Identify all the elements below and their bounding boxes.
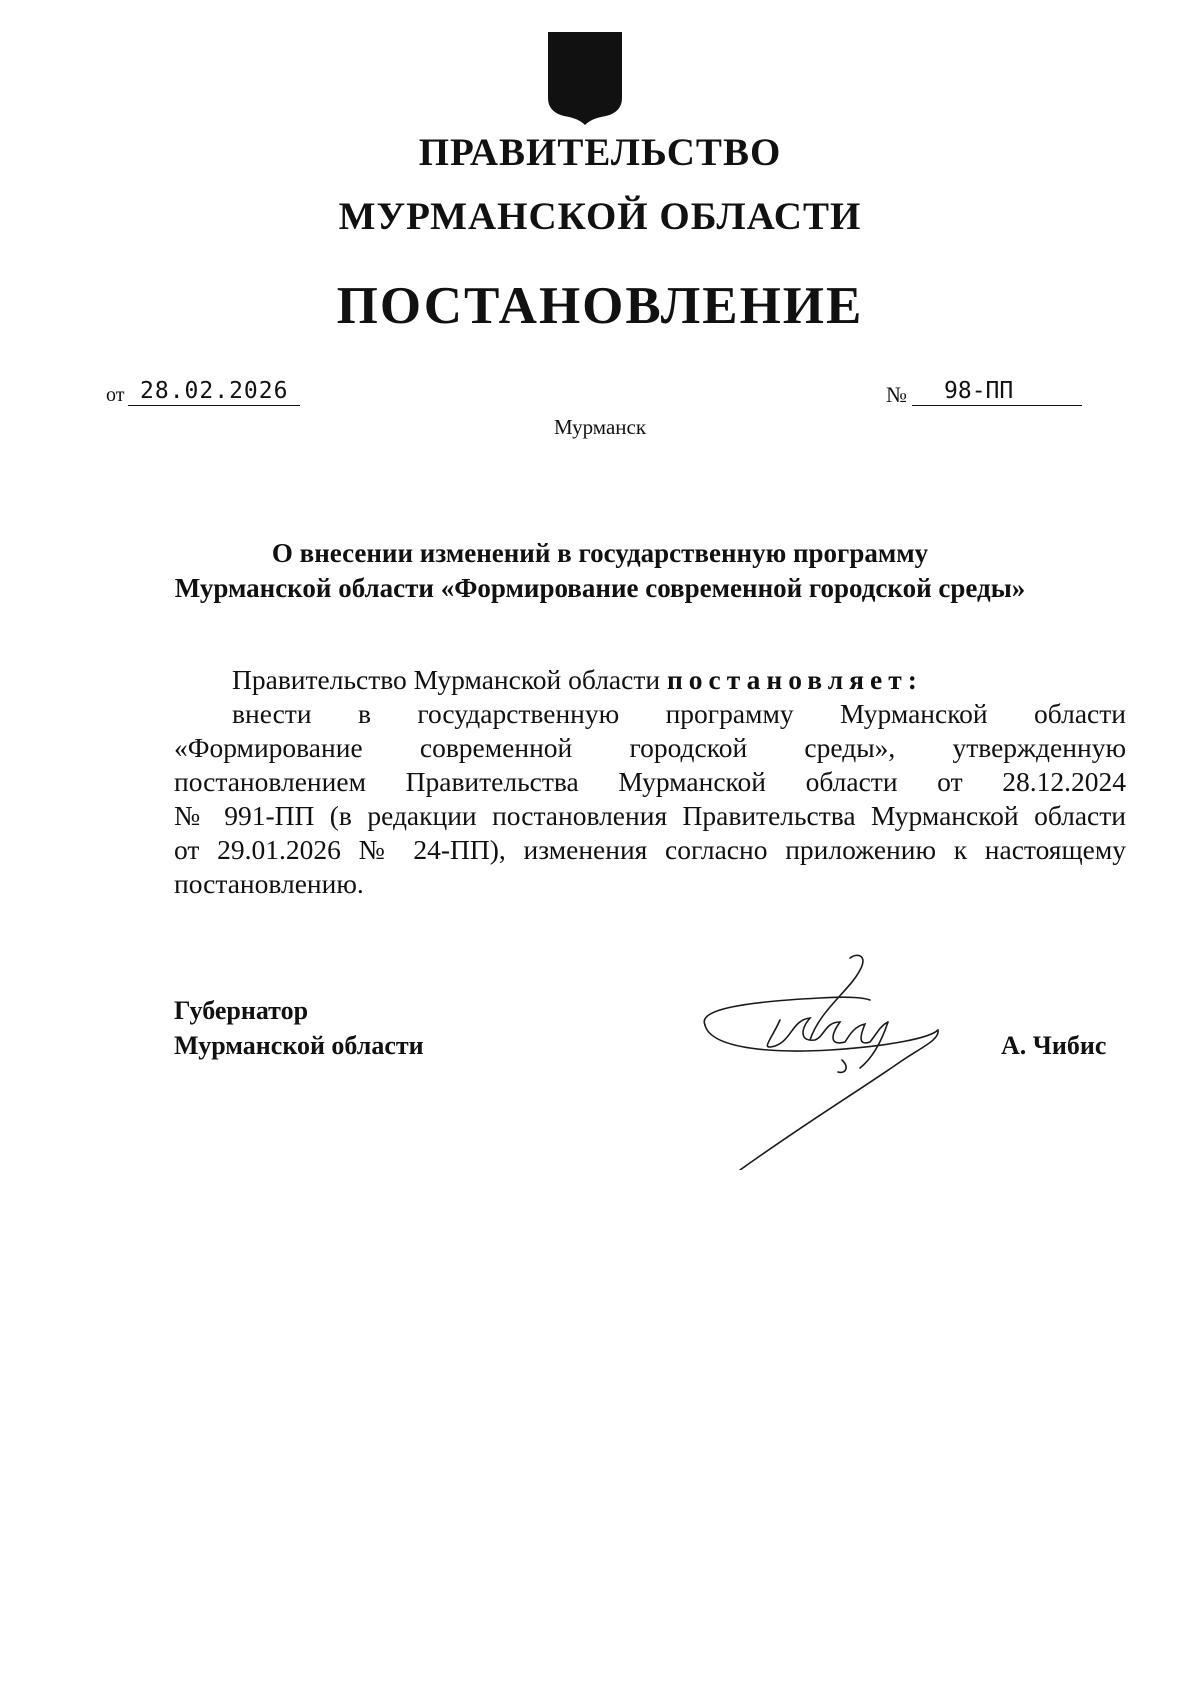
document-type: ПОСТАНОВЛЕНИЕ (336, 277, 864, 335)
intro-text: Правительство Мурманской области (232, 664, 661, 695)
body-line: от 29.01.2026 № 24-ПП), изменения согласно приложению к настоящему (174, 834, 1126, 865)
number-value: 98-ПП (912, 377, 1082, 406)
body-line: «Формирование современной городской среды», утвержденную (174, 732, 1126, 763)
intro-verb: постановляет: (666, 664, 923, 695)
body-line: внести в государственную программу Мурманской области (232, 698, 1126, 729)
document-title-line-2: Мурманской области «Формирование современной городской среды» (174, 573, 1026, 603)
body-line: постановлением Правительства Мурманской области от 28.12.2024 (174, 766, 1126, 797)
number-label: № (886, 382, 907, 407)
date-label: от (106, 384, 125, 406)
signer-position-line-2: Мурманской области (174, 1031, 424, 1060)
body-line: постановлению. (174, 868, 364, 899)
signature-icon (700, 950, 990, 1170)
city: Мурманск (553, 415, 647, 439)
body-line: № 991-ПП (в редакции постановления Правительства Мурманской области (174, 800, 1126, 831)
document-title-line-1: О внесении изменений в государственную программу (271, 538, 929, 568)
org-name-line-2: МУРМАНСКОЙ ОБЛАСТИ (338, 195, 862, 238)
date-value: 28.02.2026 (128, 377, 300, 406)
coat-of-arms-icon (546, 30, 624, 126)
org-name-line-1: ПРАВИТЕЛЬСТВО (418, 131, 782, 174)
resolution-intro (232, 664, 923, 696)
signer-name: А. Чибис (1001, 1031, 1107, 1060)
signer-position-line-1: Губернатор (174, 996, 309, 1025)
